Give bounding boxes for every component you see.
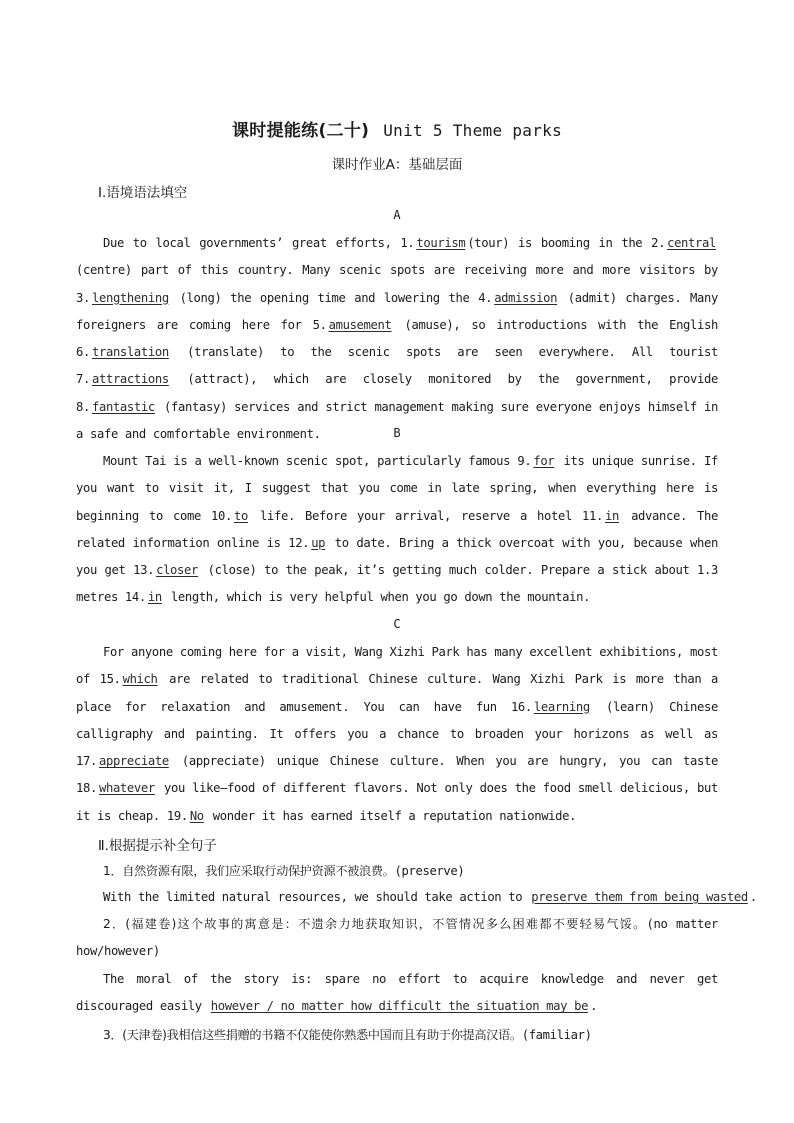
part-b-paragraph xyxy=(76,448,718,612)
text: length, which is very helpful when you go down the mountain. xyxy=(163,590,591,605)
answer-1: tourism xyxy=(416,236,466,250)
answer-9: for xyxy=(533,454,555,468)
text: The moral of the story is: spare no effort to acquire knowledge and never get discouraged easily xyxy=(76,972,718,1014)
text: Due to local governments’ great efforts, 1. xyxy=(103,236,415,250)
part-a-label: A xyxy=(393,208,401,222)
answer-7: attractions xyxy=(91,372,169,387)
answer-2: central xyxy=(667,236,716,250)
text: (appreciate) unique Chinese culture. When you are hungry, you can taste 18. xyxy=(76,754,718,796)
answer-14: in xyxy=(147,590,162,605)
text: (amuse), so introductions with the English 6. xyxy=(76,317,718,360)
answer-13: closer xyxy=(156,563,199,578)
answer-11: in xyxy=(605,508,619,523)
text: wonder it has earned itself a reputation nationwide. xyxy=(205,808,577,823)
text: (attract), which are closely monitored by the government, provide 8. xyxy=(76,372,718,414)
text: advance. The related information online is 12. xyxy=(76,508,718,550)
part-b-label: B xyxy=(393,426,401,440)
hint-text: (preserve) xyxy=(394,864,465,878)
answer-18: whatever xyxy=(98,781,155,796)
title-chinese: 课时提能练(二十) xyxy=(231,121,370,141)
question-2-answer: however / no matter how difficult the situation may be xyxy=(210,999,589,1014)
part-c-label: C xyxy=(393,617,401,631)
prompt-text: 2．(福建卷)这个故事的寓意是：不遗余力地获取知识，不管情况多么困难都不要轻易气馁。 xyxy=(103,917,647,931)
answer-16: learning xyxy=(533,699,590,714)
prompt-text: 3．(天津卷)我相信这些捐赠的书籍不仅能使你熟悉中国而且有助于你提高汉语。 xyxy=(103,1028,522,1042)
page-title xyxy=(0,116,794,141)
question-3-prompt xyxy=(103,1026,718,1043)
prompt-text: 1．自然资源有限，我们应采取行动保护资源不被浪费。 xyxy=(103,864,395,878)
text: (centre) part of this country. Many scenic spots are receiving more and more visitors by 3. xyxy=(76,263,718,305)
text: life. Before your arrival, reserve a hotel 11. xyxy=(249,508,604,523)
text: . xyxy=(749,890,757,904)
answer-4: admission xyxy=(494,290,558,305)
section-1-heading: Ⅰ.语境语法填空 xyxy=(98,185,188,201)
answer-15: which xyxy=(122,672,158,687)
text: . xyxy=(590,999,598,1014)
text: (fantasy) services and strict management making sure everyone enjoys himself in a safe and comfortable environment. xyxy=(76,399,718,442)
hint-text: (no matter how/however) xyxy=(76,917,718,959)
question-1-answer-line xyxy=(103,890,757,904)
text: For anyone coming here for a visit, Wang Xizhi Park has many excellent exhibitions, most of 15. xyxy=(76,645,718,687)
text: (learn) Chinese calligraphy and painting. It offers you a chance to broaden your horizons as well as 17. xyxy=(76,699,718,769)
text: (translate) to the scenic spots are seen everywhere. All tourist 7. xyxy=(76,345,718,387)
part-c-paragraph xyxy=(76,639,718,830)
hint-text: (familiar) xyxy=(521,1028,592,1042)
question-2-answer-line xyxy=(76,966,718,1021)
answer-8: fantastic xyxy=(91,399,155,414)
text: are related to traditional Chinese culture. Wang Xizhi Park is more than a place for relaxation and amusement. You can have fun 16. xyxy=(76,672,718,714)
answer-5: amusement xyxy=(328,317,392,332)
part-a-paragraph xyxy=(76,230,718,448)
section-2-heading: Ⅱ.根据提示补全句子 xyxy=(98,838,217,854)
answer-17: appreciate xyxy=(98,754,169,769)
text: its unique sunrise. If you want to visit it, I suggest that you come in late spring, when everything here is beginning to come 10. xyxy=(76,454,718,523)
question-1-answer: preserve them from being wasted xyxy=(531,890,748,904)
page-subtitle: 课时作业A：基础层面 xyxy=(331,157,463,173)
answer-10: to xyxy=(233,508,248,523)
text: With the limited natural resources, we should take action to xyxy=(103,890,530,904)
text: (tour) is booming in the 2. xyxy=(467,236,666,250)
answer-19: No xyxy=(189,808,204,823)
text: (long) the opening time and lowering the 4. xyxy=(170,290,493,305)
answer-12: up xyxy=(311,535,326,550)
question-1-prompt xyxy=(103,862,718,879)
text: to date. Bring a thick overcoat with you, because when you get 13. xyxy=(76,535,718,578)
question-2-prompt xyxy=(76,911,718,966)
answer-6: translation xyxy=(91,345,169,360)
text: Mount Tai is a well-known scenic spot, particularly famous 9. xyxy=(103,454,532,468)
text: you like—food of different flavors. Not only does the food smell delicious, but it is cheap. 19. xyxy=(76,781,718,823)
text: (close) to the peak, it’s getting much colder. Prepare a stick about 1.3 metres 14. xyxy=(76,563,718,605)
answer-3: lengthening xyxy=(91,290,169,305)
text: (admit) charges. Many foreigners are coming here for 5. xyxy=(76,290,719,332)
title-english: Unit 5 Theme parks xyxy=(383,121,563,140)
